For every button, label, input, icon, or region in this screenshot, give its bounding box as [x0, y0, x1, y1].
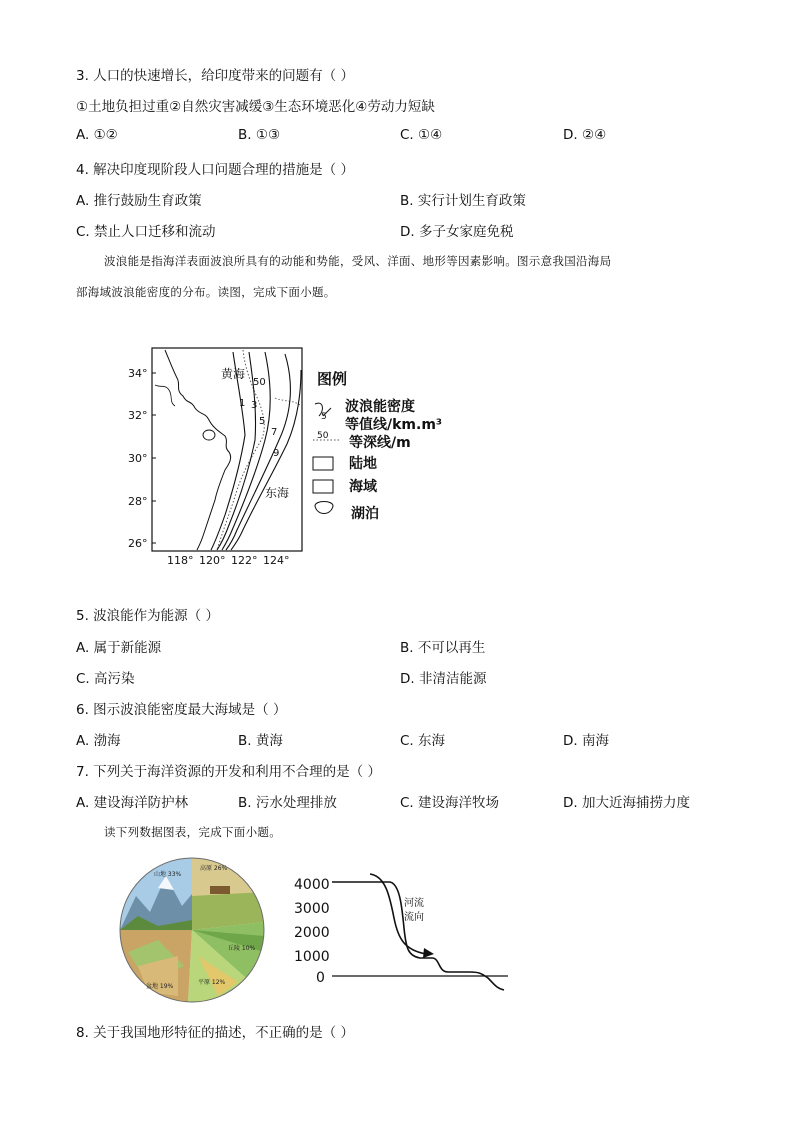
legend-land-swatch — [313, 457, 333, 470]
pie-label-basin: 盆地 19% — [146, 983, 174, 990]
legend-sea-swatch — [313, 480, 333, 493]
pie-label-plateau: 高原 26% — [200, 865, 228, 872]
q3-items: ①土地负担过重②自然灾害减缓③生态环境恶化④劳动力短缺 — [76, 99, 435, 115]
q3-option-d: D. ②④ — [563, 127, 607, 143]
contour-label-5: 5 — [259, 416, 266, 427]
lat-label-28: 28° — [128, 495, 148, 508]
legend-lake-label: 湖泊 — [351, 506, 379, 522]
q3-stem: 3. 人口的快速增长，给印度带来的问题有（ ） — [76, 68, 354, 84]
q5-stem: 5. 波浪能作为能源（ ） — [76, 608, 219, 624]
lat-label-26: 26° — [128, 537, 148, 550]
legend-sample-wave: 5 — [321, 412, 327, 422]
q5-option-d: D. 非清洁能源 — [400, 671, 487, 687]
q5-option-a: A. 属于新能源 — [76, 640, 162, 656]
q5-option-b: B. 不可以再生 — [400, 640, 486, 656]
pie-label-hills: 丘陵 10% — [228, 945, 256, 952]
legend-lake-swatch — [315, 502, 333, 514]
q7-option-c: C. 建设海洋牧场 — [400, 795, 500, 811]
sea-label-yellow-sea: 黄海 — [221, 367, 246, 381]
map-legend — [313, 370, 442, 522]
lat-label-30: 30° — [128, 452, 148, 465]
contour-label-9: 9 — [273, 448, 280, 459]
q7-option-a: A. 建设海洋防护林 — [76, 795, 189, 811]
q6-option-d: D. 南海 — [563, 733, 609, 749]
q3-option-c: C. ①④ — [400, 127, 443, 143]
q7-option-b: B. 污水处理排放 — [238, 795, 337, 811]
legend-depth-label: 等深线/m — [349, 435, 411, 451]
legend-sample-depth: 50 — [317, 431, 329, 441]
q6-option-c: C. 东海 — [400, 733, 446, 749]
terrain-pie-chart — [118, 856, 268, 1004]
q4-option-c: C. 禁止人口迁移和流动 — [76, 224, 216, 240]
q6-option-a: A. 渤海 — [76, 733, 121, 749]
river-flow-label-1: 河流 — [404, 898, 424, 909]
q6-option-b: B. 黄海 — [238, 733, 283, 749]
q5-option-c: C. 高污染 — [76, 671, 135, 687]
q4-option-b: B. 实行计划生育政策 — [400, 193, 526, 209]
legend-wave-label-2: 等值线/km.m³ — [345, 417, 443, 433]
passage2: 读下列数据图表，完成下面小题。 — [104, 825, 281, 839]
contour-label-7: 7 — [271, 427, 278, 438]
lat-label-34: 34° — [128, 367, 148, 380]
y-tick-1000: 1000 — [294, 949, 330, 965]
q4-option-a: A. 推行鼓励生育政策 — [76, 193, 202, 209]
river-flow-label-2: 流向 — [404, 912, 424, 923]
y-tick-4000: 4000 — [294, 877, 330, 893]
q4-stem: 4. 解决印度现阶段人口问题合理的措施是（ ） — [76, 162, 354, 178]
lat-label-32: 32° — [128, 409, 148, 422]
legend-sea-label: 海域 — [349, 479, 377, 495]
legend-land-label: 陆地 — [349, 456, 377, 472]
q7-option-d: D. 加大近海捕捞力度 — [563, 795, 690, 811]
wave-energy-map — [125, 340, 470, 570]
y-tick-2000: 2000 — [294, 925, 330, 941]
lon-axis — [167, 554, 290, 567]
q4-option-d: D. 多子女家庭免税 — [400, 224, 514, 240]
q7-stem: 7. 下列关于海洋资源的开发和利用不合理的是（ ） — [76, 764, 381, 780]
passage1-line2: 部海域波浪能密度的分布。读图，完成下面小题。 — [76, 285, 336, 299]
y-tick-0: 0 — [316, 970, 325, 986]
lon-label-122: 122° — [231, 554, 258, 567]
lon-label-124: 124° — [263, 554, 290, 567]
contour-label-50: 50 — [253, 377, 266, 388]
y-tick-3000: 3000 — [294, 901, 330, 917]
q8-stem: 8. 关于我国地形特征的描述，不正确的是（ ） — [76, 1025, 354, 1041]
legend-wave-label: 波浪能密度 — [345, 399, 415, 415]
elevation-profile-chart — [290, 868, 520, 998]
lon-label-120: 120° — [199, 554, 226, 567]
pie-label-mountain: 山地 33% — [154, 871, 182, 878]
lon-label-118: 118° — [167, 554, 194, 567]
sea-label-east-sea: 东海 — [265, 486, 290, 500]
contour-label-1: 1 — [239, 398, 246, 409]
pie-label-plains: 平原 12% — [198, 979, 226, 986]
contour-label-3: 3 — [251, 400, 258, 411]
q6-stem: 6. 图示波浪能密度最大海域是（ ） — [76, 702, 287, 718]
legend-title: 图例 — [317, 370, 348, 388]
q3-option-b: B. ①③ — [238, 127, 281, 143]
q3-option-a: A. ①② — [76, 127, 118, 143]
passage1-line1: 波浪能是指海洋表面波浪所具有的动能和势能，受风、洋面、地形等因素影响。图示意我国沿海局 — [104, 254, 612, 268]
